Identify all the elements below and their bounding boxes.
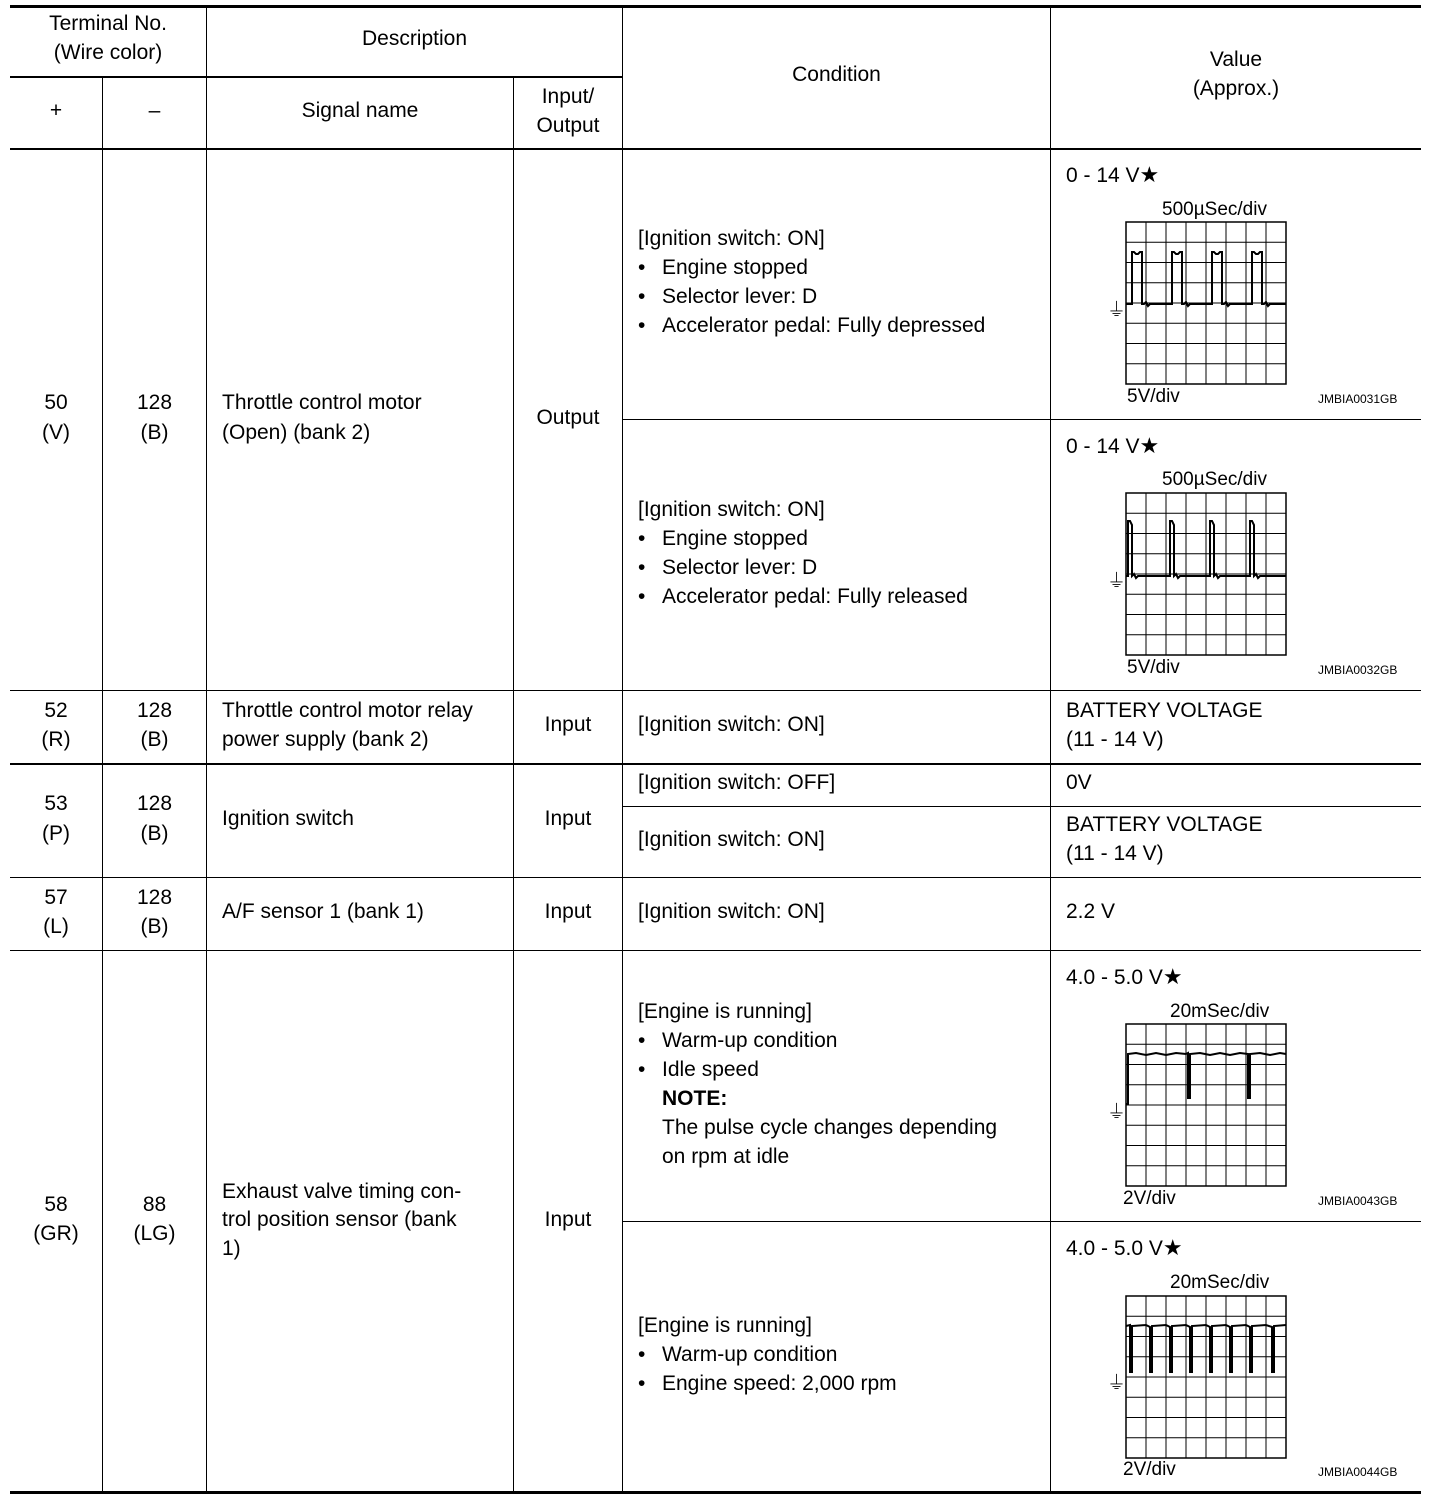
note-text: The pulse cycle changes depending: [662, 1116, 998, 1139]
terminal-minus-color: (B): [140, 728, 169, 751]
signal-name: Throttle control motor relay: [222, 699, 473, 722]
oscilloscope-svg: [1126, 222, 1286, 384]
header-plus: +: [49, 99, 63, 122]
io-type: Input: [544, 807, 592, 830]
terminal-plus: 57: [44, 886, 68, 909]
value-range: 0 - 14 V★: [1066, 433, 1160, 458]
signal-name: A/F sensor 1 (bank 1): [222, 900, 424, 923]
signal-name: 1): [222, 1237, 241, 1260]
header-input: Input/: [541, 85, 595, 108]
oscilloscope-plot: [1126, 222, 1286, 389]
ground-icon: ⏚: [1107, 1102, 1127, 1123]
signal-name: Exhaust valve timing con-: [222, 1180, 462, 1203]
scope-time-div: 500µSec/div: [1162, 199, 1267, 220]
terminal-minus: 128: [136, 699, 173, 722]
condition-lead: [Ignition switch: ON]: [638, 713, 825, 736]
ground-icon: ⏚: [1107, 300, 1127, 321]
header-description: Description: [361, 27, 468, 50]
terminal-minus-color: (B): [140, 822, 169, 845]
col-rule: [622, 6, 623, 1492]
header-signal-name: Signal name: [301, 99, 419, 122]
terminal-plus: 52: [44, 699, 68, 722]
header-output: Output: [536, 114, 600, 137]
condition-lead: [Ignition switch: ON]: [638, 828, 825, 851]
condition-lead: [Ignition switch: ON]: [638, 900, 825, 923]
col-rule: [1050, 6, 1051, 1492]
terminal-plus: 58: [44, 1193, 68, 1216]
condition-lead: [Engine is running]: [638, 1314, 812, 1337]
value-range: 4.0 - 5.0 V★: [1066, 964, 1183, 989]
value-text: BATTERY VOLTAGE: [1066, 699, 1263, 722]
scope-volt-div: 5V/div: [1127, 386, 1180, 407]
signal-name: Throttle control motor: [222, 391, 422, 414]
terminal-minus: 128: [136, 792, 173, 815]
note-text: on rpm at idle: [662, 1145, 790, 1168]
scope-volt-div: 2V/div: [1123, 1459, 1176, 1480]
header-condition: Condition: [792, 63, 881, 86]
value-text: BATTERY VOLTAGE: [1066, 813, 1263, 836]
header-minus: –: [148, 99, 161, 122]
terminal-plus: 50: [44, 391, 68, 414]
value-text: 0V: [1066, 771, 1092, 794]
ground-icon: ⏚: [1107, 1373, 1127, 1394]
signal-name: power supply (bank 2): [222, 728, 429, 751]
header-wire-color: (Wire color): [53, 41, 163, 64]
header-value: Value: [1209, 48, 1263, 71]
value-range: 0 - 14 V★: [1066, 162, 1160, 187]
value-text: 2.2 V: [1066, 900, 1116, 923]
terminal-plus-color: (GR): [33, 1222, 79, 1245]
signal-name: (Open) (bank 2): [222, 421, 371, 444]
oscilloscope-plot: [1126, 1024, 1286, 1191]
io-type: Input: [544, 1208, 592, 1231]
oscilloscope-svg: [1126, 1024, 1286, 1186]
ground-icon: ⏚: [1107, 571, 1127, 592]
terminal-plus: 53: [44, 792, 68, 815]
terminal-table: Terminal No. (Wire color) Description Condition Value (Approx.) + – Signal name Input/ Output 50 (V) 128 (B) Throttle control motor (Open) (bank 2) Output [Ignition switch: ON] • Engine stopped • Selector lever: D • Accelerator pedal: Fully depressed 0 - 14 V★ 500µSec/div ⏚ 5V/div JMBIA0031GB [Ignition switch: ON] • Engine stopped • Selector lever: D • Accelerator pedal: Fully released 0 - 14 V★ 500µSec/div ⏚ 5V/div JMBIA0032GB 52 (R) 128 (B) Throttle control motor relay power supply (bank 2) Input [Ignition switch: ON] BATTERY VOLTAGE (11 - 14 V) 53 (P) 128 (B) Ignition switch Input [Ignition switch: OFF] 0V [Ignition switch: ON] BATTERY VOLTAGE (11 - 14 V) 57 (L) 128 (B) A/F sensor 1 (bank 1) Input [Ignition switch: ON] 2.2 V 58 (GR) 88 (LG) Exhaust valve timing con- trol position sensor (bank 1) Input [Engine is running] • Warm-up condition • Idle speed NOTE: The pulse cycle changes depending on rpm at idle 4.0 - 5.0 V★ 20mSec/div ⏚ 2V/div JMBIA0043GB [Engine is running] • Warm-up condition • Engine speed: 2,000 rpm 4.0 - 5.0 V★ 20mSec/div ⏚ 2V/div JMBIA0044GB: [0, 0, 1456, 1510]
value-text: (11 - 14 V): [1066, 728, 1164, 751]
terminal-plus-color: (L): [43, 915, 69, 938]
terminal-plus-color: (R): [41, 728, 71, 751]
value-range: 4.0 - 5.0 V★: [1066, 1235, 1183, 1260]
figure-code: JMBIA0044GB: [1318, 1465, 1398, 1479]
figure-code: JMBIA0043GB: [1318, 1194, 1398, 1208]
condition-lead: [Ignition switch: ON]: [638, 227, 825, 250]
condition-lead: [Engine is running]: [638, 1000, 812, 1023]
oscilloscope-svg: [1126, 1296, 1286, 1458]
col-rule: [513, 77, 514, 1492]
star-icon: ★: [1139, 162, 1160, 187]
header-approx: (Approx.): [1192, 77, 1280, 100]
terminal-minus: 88: [142, 1193, 167, 1216]
terminal-plus-color: (P): [42, 822, 70, 845]
header-bottom-rule: [10, 148, 1421, 150]
row58-split-rule: [622, 1221, 1421, 1222]
scope-time-div: 20mSec/div: [1170, 1272, 1270, 1293]
io-type: Input: [544, 900, 592, 923]
col-rule: [102, 77, 103, 1492]
col-rule: [206, 6, 207, 1492]
condition-lead: [Ignition switch: OFF]: [638, 771, 836, 794]
scope-time-div: 20mSec/div: [1170, 1001, 1270, 1022]
row53-split-rule: [622, 806, 1421, 807]
figure-code: JMBIA0031GB: [1318, 392, 1398, 406]
star-icon: ★: [1162, 964, 1183, 989]
terminal-plus-color: (V): [42, 421, 70, 444]
oscilloscope-svg: [1126, 493, 1286, 655]
figure-code: JMBIA0032GB: [1318, 663, 1398, 677]
scope-volt-div: 2V/div: [1123, 1188, 1176, 1209]
io-type: Input: [544, 713, 592, 736]
table-top-rule: [10, 5, 1421, 8]
row50-split-rule: [622, 419, 1421, 420]
terminal-minus: 128: [136, 391, 173, 414]
star-icon: ★: [1162, 1235, 1183, 1260]
header-terminal-no: Terminal No.: [49, 12, 167, 35]
scope-time-div: 500µSec/div: [1162, 469, 1267, 490]
terminal-minus-color: (B): [140, 421, 169, 444]
table-bottom-rule: [10, 1491, 1421, 1494]
note-label: NOTE:: [662, 1087, 728, 1110]
signal-name: trol position sensor (bank: [222, 1208, 457, 1231]
row-rule: [10, 690, 1421, 691]
terminal-minus-color: (B): [140, 915, 169, 938]
terminal-minus-color: (LG): [133, 1222, 176, 1245]
row-rule: [10, 763, 1421, 765]
terminal-minus: 128: [136, 886, 173, 909]
signal-name: Ignition switch: [222, 807, 354, 830]
star-icon: ★: [1139, 433, 1160, 458]
oscilloscope-plot: [1126, 1296, 1286, 1463]
oscilloscope-plot: [1126, 493, 1286, 660]
condition-lead: [Ignition switch: ON]: [638, 498, 825, 521]
io-type: Output: [536, 406, 600, 429]
scope-volt-div: 5V/div: [1127, 657, 1180, 678]
row-rule: [10, 950, 1421, 951]
row-rule: [10, 877, 1421, 878]
value-text: (11 - 14 V): [1066, 842, 1164, 865]
